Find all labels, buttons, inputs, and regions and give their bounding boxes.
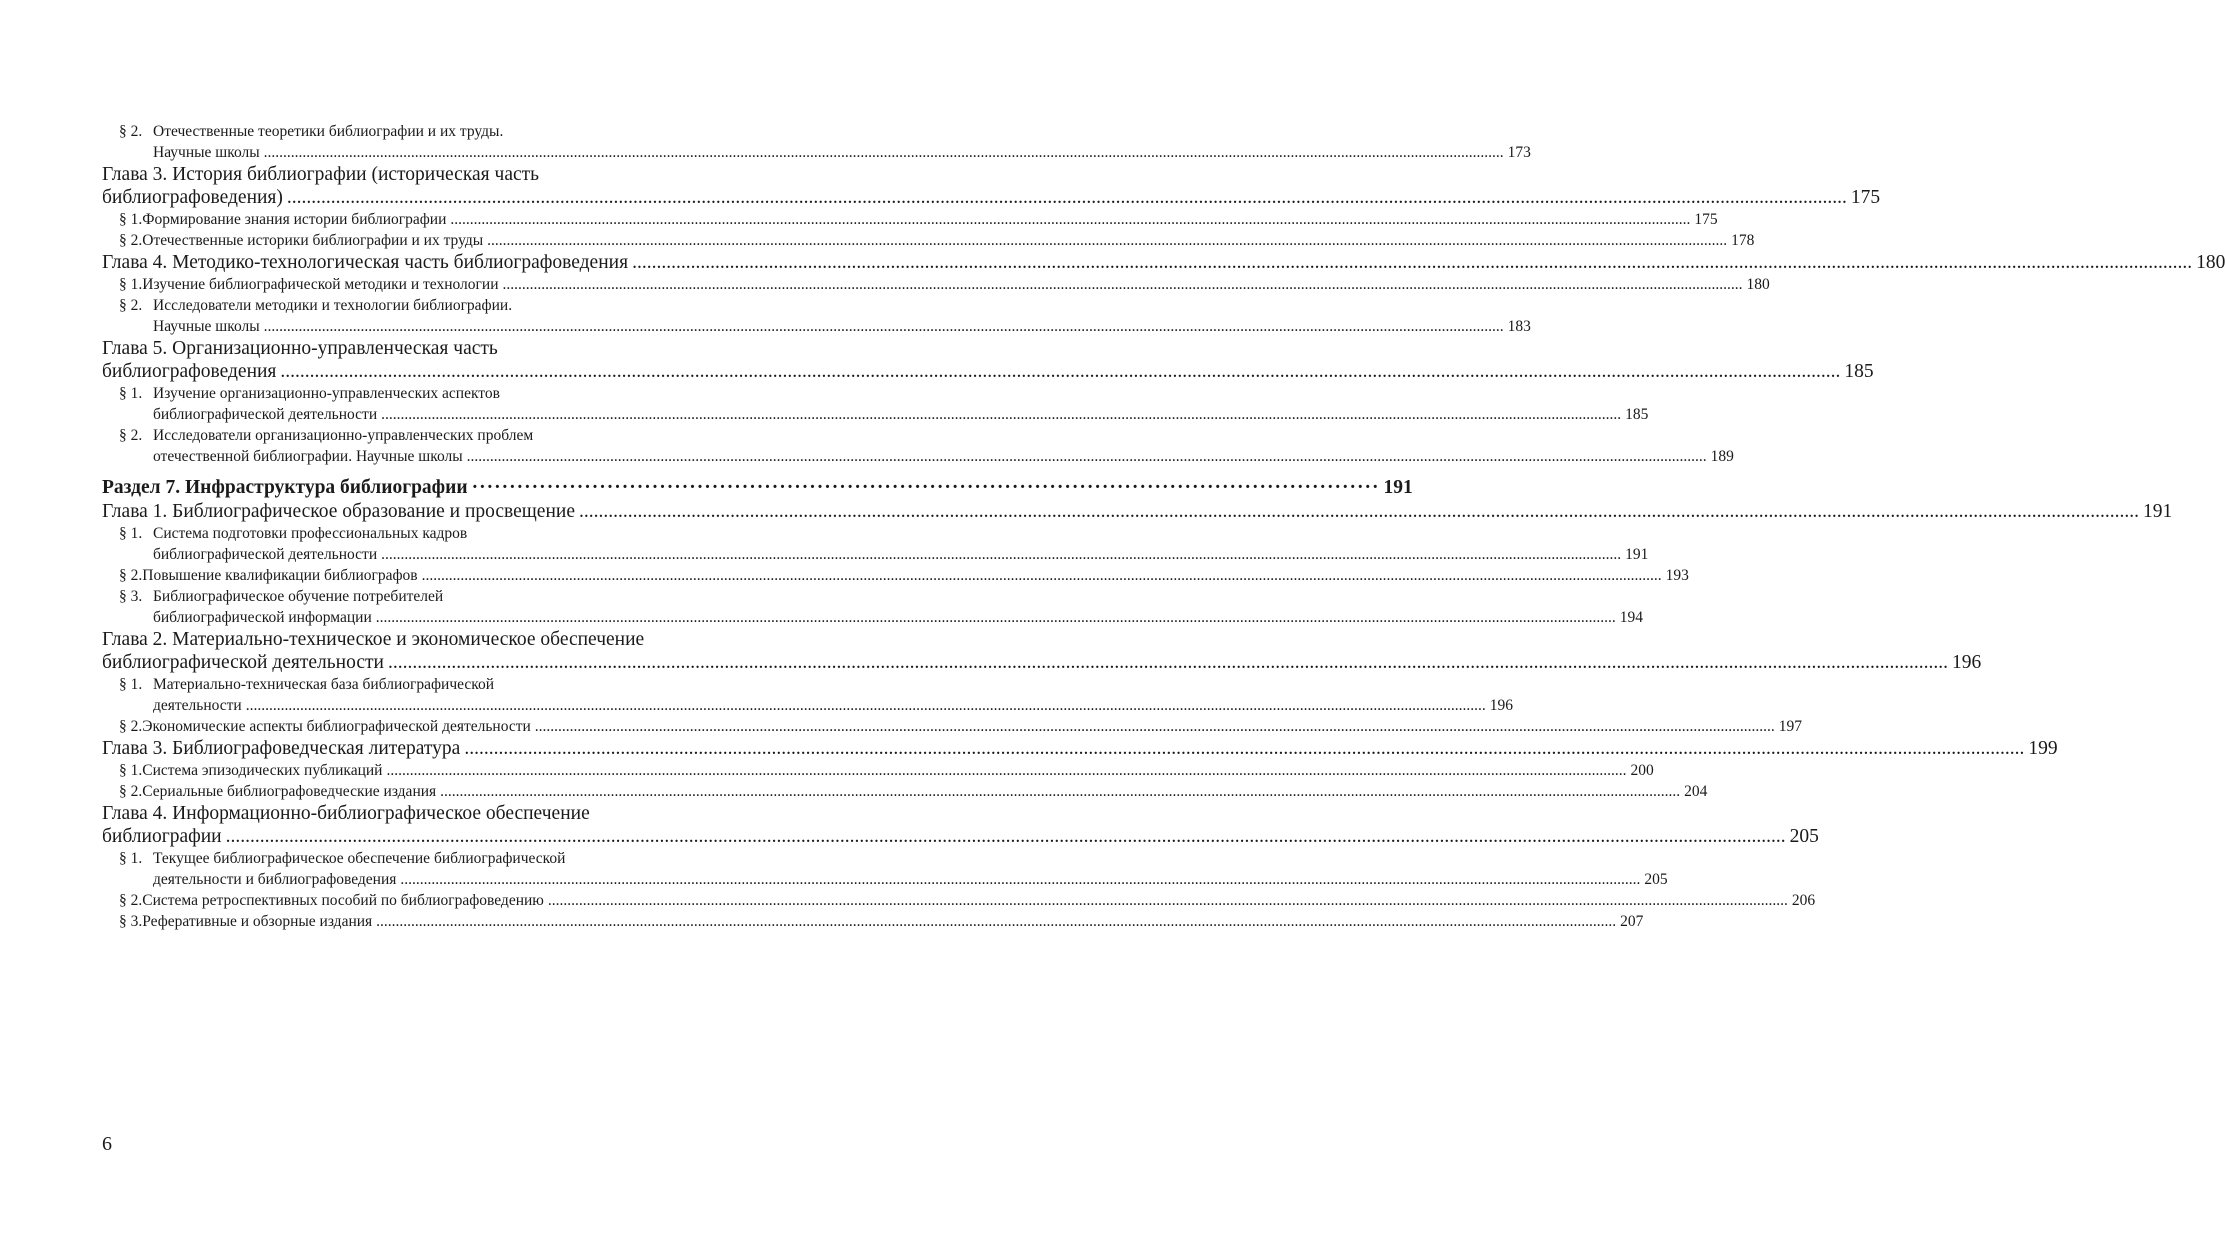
toc-dot-leader [548, 890, 1788, 911]
toc-entry-line [102, 186, 1881, 209]
toc-entry-line [119, 446, 1734, 467]
toc-para-entry [102, 274, 1770, 295]
toc-entry-title: Исследователи методики и технологии библиографии. [153, 297, 513, 314]
toc-entry-title: Отечественные историки библиографии и их труды [142, 232, 484, 249]
toc-dot-leader [386, 760, 1626, 781]
toc-page-number: 173 [1507, 144, 1531, 161]
toc-dot-leader [464, 737, 2024, 760]
toc-paragraph-marker: § 2. [119, 783, 143, 800]
toc-page-number: 175 [1850, 187, 1881, 208]
toc-entry-line [102, 251, 2225, 274]
toc-paragraph-marker: § 2. [119, 892, 143, 909]
toc-entry-line [119, 383, 770, 404]
toc-entry-line [119, 586, 770, 607]
toc-entry-title: Реферативные и обзорные издания [142, 913, 373, 930]
toc-page-number: 207 [1620, 913, 1644, 930]
toc-entry-title: Исследователи организационно-управленческих проблем [153, 427, 534, 444]
toc-page-number: 189 [1710, 448, 1734, 465]
toc-dot-leader [376, 911, 1616, 932]
toc-entry-title: Глава 2. Материально-техническое и экономическое обеспечение [102, 629, 645, 650]
toc-dot-leader [440, 781, 1680, 802]
toc-dot-leader [264, 316, 1504, 337]
toc-entry-title: Библиографическое обучение потребителей [153, 588, 444, 605]
toc-dot-leader [472, 476, 1380, 500]
toc-page-number: 183 [1507, 318, 1531, 335]
toc-entry-line [119, 404, 1649, 425]
toc-entry-title: Научные школы [153, 318, 260, 335]
toc-entry-title: Изучение библиографической методики и технологии [142, 276, 499, 293]
toc-entry-line [119, 121, 770, 142]
toc-entry-line [119, 230, 1755, 251]
toc-entry-line [102, 337, 770, 360]
toc-entry-line [119, 607, 1644, 628]
toc-page-number: 205 [1644, 871, 1668, 888]
toc-entry-title: Формирование знания истории библиографии [142, 211, 447, 228]
toc-entry-title: Научные школы [153, 144, 260, 161]
toc-para-entry [102, 425, 1734, 467]
toc-entry-line [102, 163, 770, 186]
toc-page-number: 180 [1746, 276, 1770, 293]
toc-page-number: 191 [1383, 477, 1413, 498]
toc-para-entry [102, 674, 1513, 716]
toc-para-entry [102, 565, 1689, 586]
toc-chapter-entry [102, 251, 2225, 274]
toc-dot-leader [376, 607, 1616, 628]
toc-entry-title: библиографической деятельности [153, 546, 378, 563]
toc-entry-title: Изучение организационно-управленческих аспектов [153, 385, 500, 402]
toc-chapter-entry [102, 500, 2173, 523]
toc-entry-line [119, 295, 770, 316]
toc-page-number: 175 [1694, 211, 1718, 228]
toc-page-number: 197 [1778, 718, 1803, 735]
toc-entry-title: Раздел 7. Инфраструктура библиографии [102, 477, 468, 498]
toc-page-number: 204 [1684, 783, 1708, 800]
toc-chapter-entry [102, 337, 1874, 383]
toc-chapter-entry [102, 163, 1881, 209]
toc-entry-title: библиографической информации [153, 609, 372, 626]
toc-para-entry [102, 383, 1649, 425]
toc-page-number: 200 [1630, 762, 1654, 779]
toc-para-entry [102, 890, 1816, 911]
toc-section-entry [102, 476, 1413, 500]
toc-entry-line [102, 802, 770, 825]
toc-dot-leader [422, 565, 1662, 586]
toc-paragraph-marker: § 2. [119, 123, 143, 140]
toc-entry-title: Экономические аспекты библиографической деятельности [142, 718, 531, 735]
toc-entry-title: Система эпизодических публикаций [142, 762, 383, 779]
toc-entry-line [119, 911, 1644, 932]
toc-entry-line [102, 737, 2058, 760]
toc-dot-leader [226, 825, 1786, 848]
toc-page-number: 206 [1791, 892, 1816, 909]
toc-entry-line [119, 316, 1531, 337]
toc-entry-title: Система ретроспективных пособий по библиографоведению [142, 892, 544, 909]
toc-entry-line [119, 869, 1668, 890]
toc-paragraph-marker: § 2. [119, 232, 143, 249]
page-number: 6 [102, 1133, 112, 1155]
toc-page-number: 191 [2143, 501, 2173, 522]
toc-entry-line [119, 209, 1718, 230]
toc-entry-line [119, 274, 1770, 295]
toc-dot-leader [287, 186, 1847, 209]
toc-paragraph-marker: § 2. [119, 427, 143, 444]
toc-para-entry [102, 230, 1755, 251]
toc-entry-title: Материально-техническая база библиографической [153, 676, 495, 693]
toc-paragraph-marker: § 3. [119, 588, 143, 605]
toc-dot-leader [264, 142, 1504, 163]
toc-entry-line [119, 425, 770, 446]
toc-entry-title: деятельности [153, 697, 242, 714]
toc-para-entry [102, 209, 1718, 230]
toc-entry-title: Текущее библиографическое обеспечение библиографической [153, 850, 566, 867]
toc-entry-title: библиографоведения) [102, 187, 283, 208]
toc-entry-title: Глава 1. Библиографическое образование и просвещение [102, 501, 575, 522]
toc-chapter-entry [102, 737, 2058, 760]
toc-paragraph-marker: § 1. [119, 385, 143, 402]
toc-paragraph-marker: § 1. [119, 276, 143, 293]
toc-entry-title: Глава 5. Организационно-управленческая часть [102, 338, 498, 359]
toc-dot-leader [280, 360, 1840, 383]
toc-page-number: 185 [1844, 361, 1874, 382]
toc-para-entry [102, 121, 1531, 163]
toc-dot-leader [535, 716, 1775, 737]
toc-paragraph-marker: § 2. [119, 297, 143, 314]
toc-para-entry [102, 781, 1708, 802]
toc-entry-line [102, 651, 1982, 674]
toc-entry-line [119, 674, 770, 695]
toc-dot-leader [246, 695, 1486, 716]
toc-entry-line [119, 760, 1654, 781]
toc-paragraph-marker: § 3. [119, 913, 143, 930]
toc-page-number: 191 [1625, 546, 1649, 563]
toc-paragraph-marker: § 1. [119, 525, 143, 542]
toc-entry-title: Сериальные библиографоведческие издания [142, 783, 437, 800]
toc-entry-title: библиографической деятельности [102, 652, 384, 673]
toc-page-number: 185 [1625, 406, 1649, 423]
toc-entry-line [102, 360, 1874, 383]
toc-entry-title: библиографоведения [102, 361, 277, 382]
toc-page-number: 205 [1789, 826, 1819, 847]
toc-entry-title: Глава 4. Информационно-библиографическое обеспечение [102, 803, 590, 824]
toc-entry-title: отечественной библиографии. Научные школы [153, 448, 463, 465]
toc-dot-leader [632, 251, 2192, 274]
toc-entry-line [102, 500, 2173, 523]
toc-dot-leader [503, 274, 1743, 295]
toc-entry-line [119, 716, 1803, 737]
toc-page-number: 180 [2196, 252, 2225, 273]
toc-entry-line [119, 781, 1708, 802]
toc-dot-leader [487, 230, 1727, 251]
toc-entry-title: библиографической деятельности [153, 406, 378, 423]
toc-paragraph-marker: § 1. [119, 762, 143, 779]
toc-entry-line [102, 476, 1413, 500]
toc-chapter-entry [102, 802, 1819, 848]
toc-page-number: 193 [1665, 567, 1689, 584]
toc-para-entry [102, 716, 1803, 737]
toc-para-entry [102, 848, 1668, 890]
toc-paragraph-marker: § 1. [119, 676, 143, 693]
toc-page-number: 194 [1619, 609, 1644, 626]
toc-entry-title: библиографии [102, 826, 222, 847]
toc-para-entry [102, 586, 1644, 628]
toc-entry-line [119, 544, 1649, 565]
toc-entry-title: Отечественные теоретики библиографии и их труды. [153, 123, 504, 140]
toc-entry-line [102, 825, 1819, 848]
toc-dot-leader [381, 544, 1621, 565]
toc-page-number: 196 [1489, 697, 1513, 714]
toc-dot-leader [381, 404, 1621, 425]
toc-chapter-entry [102, 628, 1982, 674]
toc-entry-title: деятельности и библиографоведения [153, 871, 397, 888]
toc-entry-line [119, 695, 1513, 716]
toc-entry-line [119, 565, 1689, 586]
toc-entry-title: Глава 3. История библиографии (историческая часть [102, 164, 540, 185]
toc-page-number: 178 [1731, 232, 1755, 249]
toc-entry-title: Глава 4. Методико-технологическая часть библиографоведения [102, 252, 629, 273]
toc-para-entry [102, 295, 1531, 337]
toc-paragraph-marker: § 2. [119, 567, 143, 584]
toc-entry-line [119, 890, 1816, 911]
toc-page-number: 199 [2028, 738, 2058, 759]
toc-dot-leader [579, 500, 2139, 523]
toc-para-entry [102, 911, 1644, 932]
toc-para-entry [102, 523, 1649, 565]
toc-entry-line [119, 523, 770, 544]
toc-entry-title: Повышение квалификации библиографов [142, 567, 418, 584]
toc-page-number: 196 [1951, 652, 1982, 673]
toc-dot-leader [450, 209, 1690, 230]
toc-entry-line [102, 628, 770, 651]
toc-dot-leader [388, 651, 1948, 674]
toc-paragraph-marker: § 1. [119, 211, 143, 228]
toc-entry-title: Глава 3. Библиографоведческая литература [102, 738, 461, 759]
toc-paragraph-marker: § 1. [119, 850, 143, 867]
toc-dot-leader [467, 446, 1707, 467]
toc-entry-line [119, 142, 1531, 163]
table-of-contents [102, 121, 2225, 932]
toc-dot-leader [400, 869, 1640, 890]
toc-paragraph-marker: § 2. [119, 718, 143, 735]
toc-entry-title: Система подготовки профессиональных кадров [153, 525, 468, 542]
toc-entry-line [119, 848, 770, 869]
toc-para-entry [102, 760, 1654, 781]
